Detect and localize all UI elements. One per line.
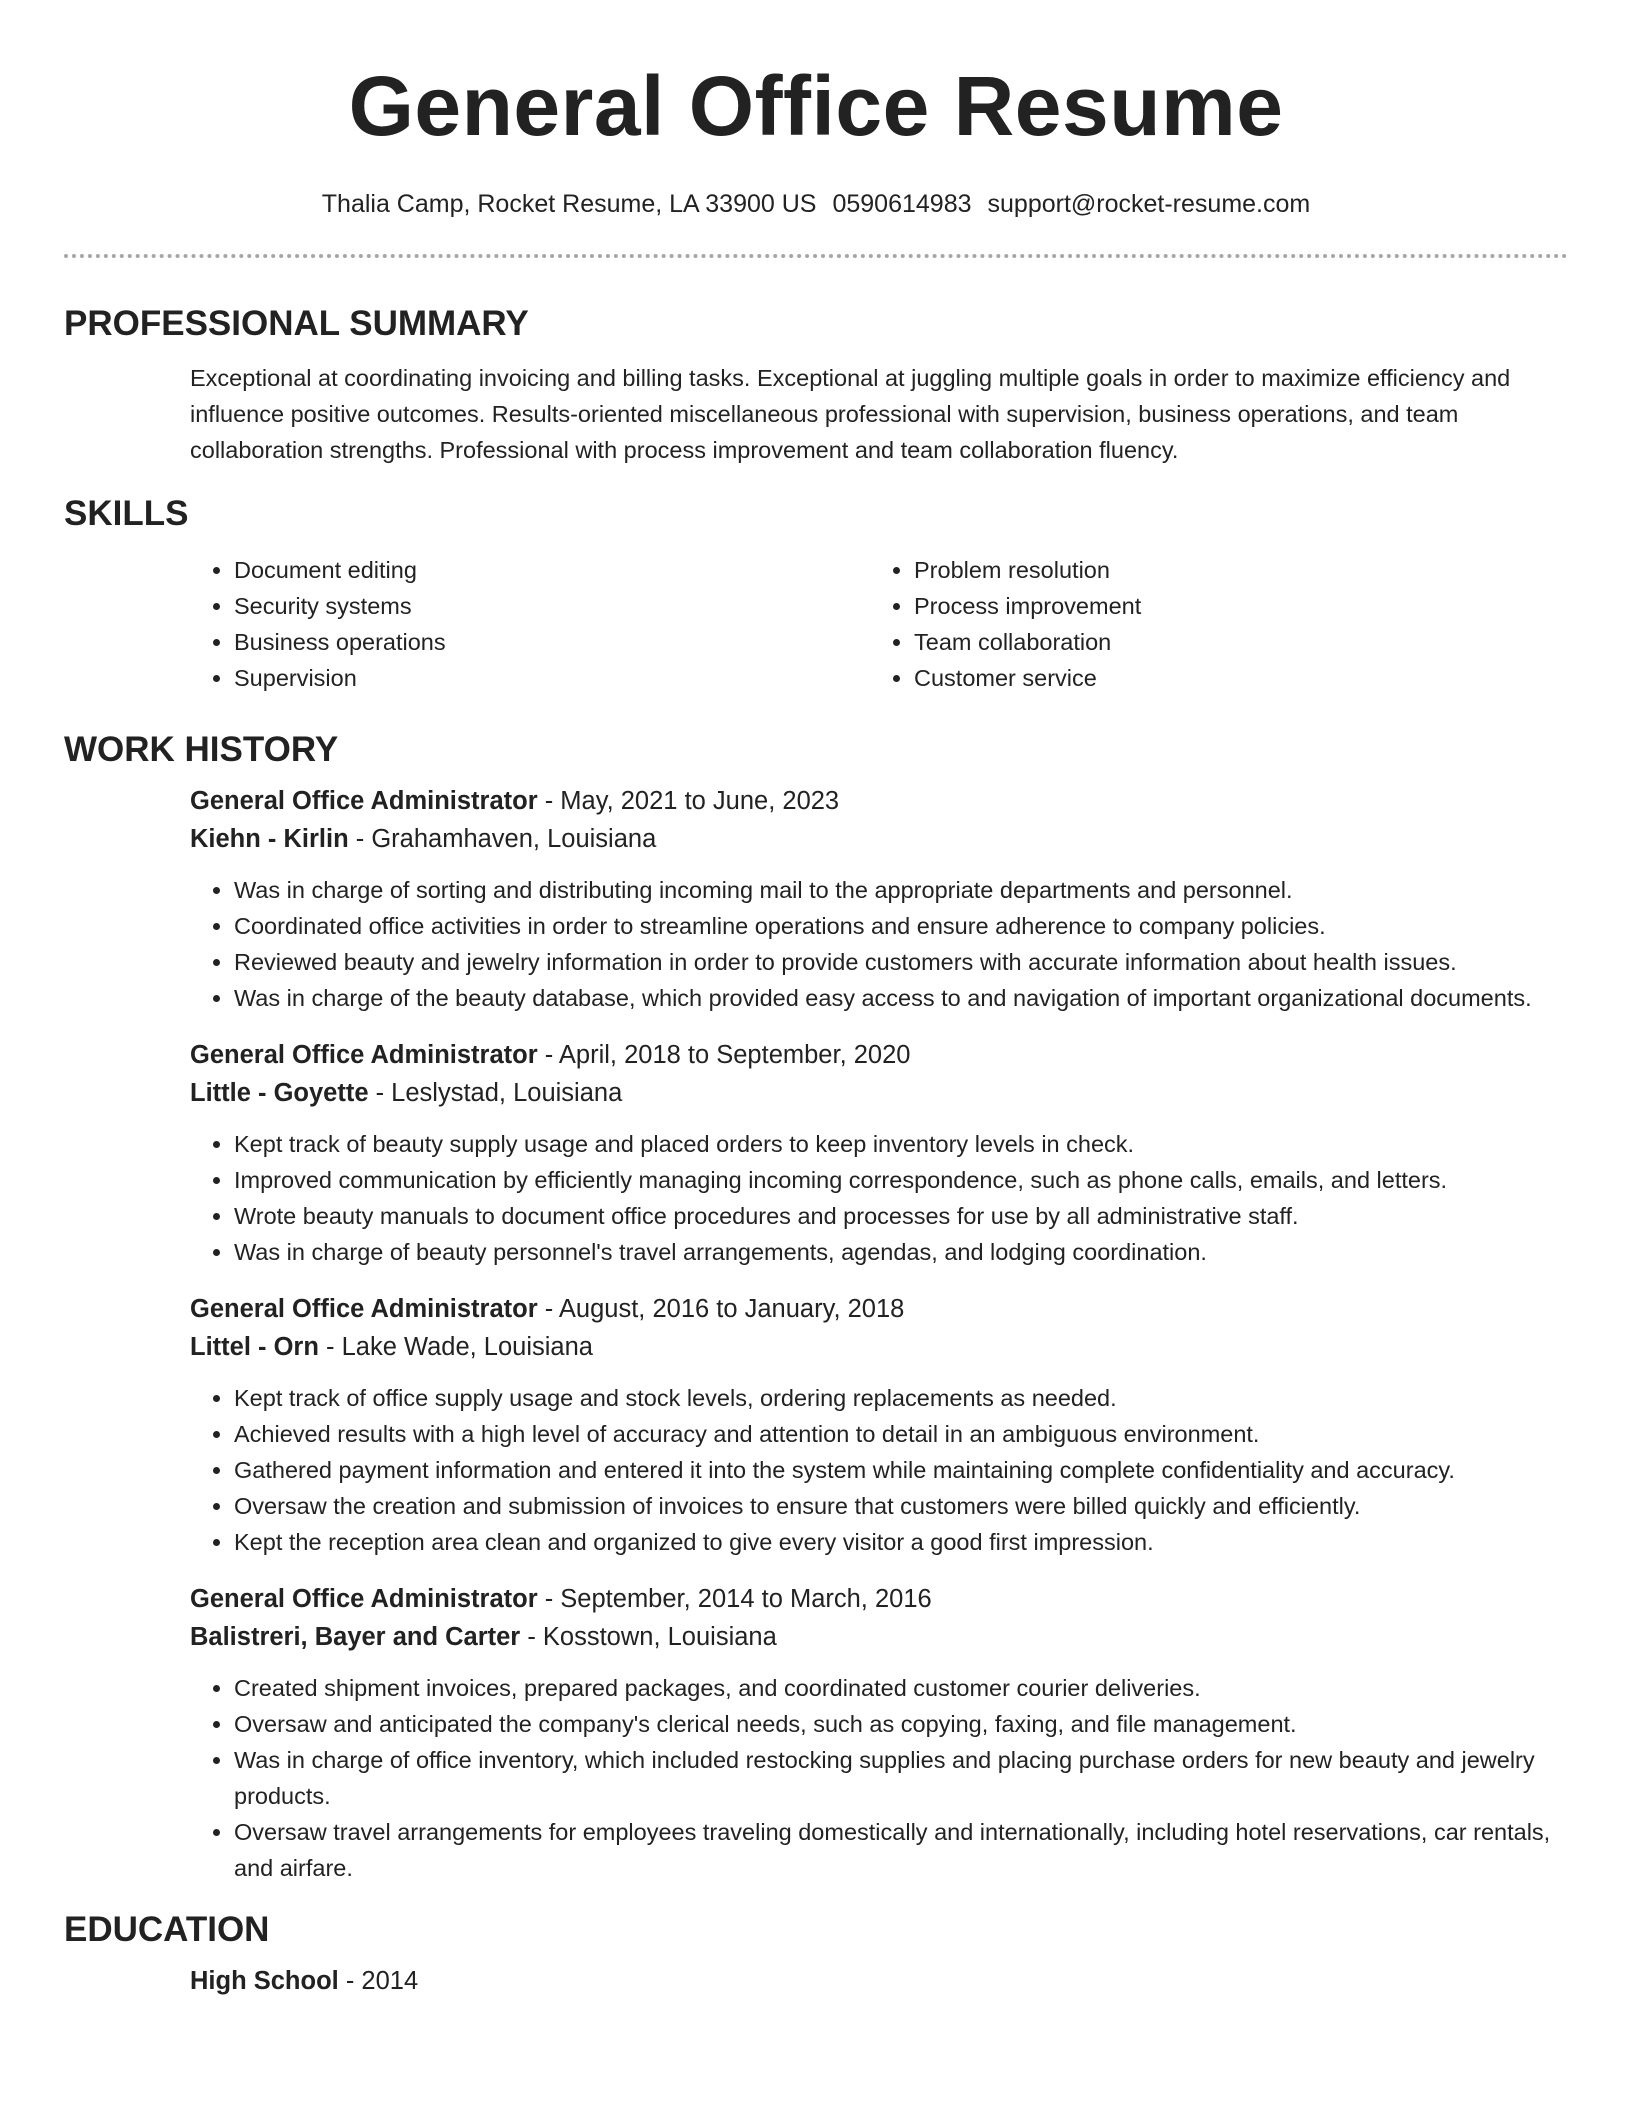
job-bullet: • Was in charge of sorting and distributing incoming mail to the appropriate departments and personnel. — [234, 872, 1568, 908]
job-bullet: • Wrote beauty manuals to document office procedures and processes for use by all administrative staff. — [234, 1198, 1568, 1234]
summary-heading: PROFESSIONAL SUMMARY — [64, 304, 529, 343]
job-title: General Office Administrator — [190, 787, 538, 815]
contact-email: support@rocket-resume.com — [987, 190, 1311, 218]
job-bullet: • Created shipment invoices, prepared packages, and coordinated customer courier deliveries. — [234, 1670, 1568, 1706]
contact-line — [64, 188, 1568, 220]
job-title-line — [190, 1036, 1568, 1074]
job-title-line — [190, 1290, 1568, 1328]
job-company-line — [190, 820, 1568, 858]
job-bullets — [190, 1670, 1568, 1886]
job-dates: - May, 2021 to June, 2023 — [537, 787, 840, 815]
skill-item: • Security systems — [234, 588, 870, 624]
job-bullet: • Achieved results with a high level of accuracy and attention to detail in an ambiguous environment. — [234, 1416, 1568, 1452]
job-bullet: • Reviewed beauty and jewelry information in order to provide customers with accurate information about health issues. — [234, 944, 1568, 980]
skills-heading: SKILLS — [64, 494, 189, 533]
job-bullet: • Was in charge of office inventory, which included restocking supplies and placing purchase orders for new beauty and jewelry products. — [234, 1742, 1568, 1814]
job-title: General Office Administrator — [190, 1585, 538, 1613]
job-entry — [190, 1036, 1568, 1270]
job-bullet: • Oversaw the creation and submission of invoices to ensure that customers were billed quickly and efficiently. — [234, 1488, 1568, 1524]
skill-item: • Document editing — [234, 552, 870, 588]
skill-item: • Problem resolution — [914, 552, 1550, 588]
job-bullet: • Kept track of beauty supply usage and placed orders to keep inventory levels in check. — [234, 1126, 1568, 1162]
skill-item: • Customer service — [914, 660, 1550, 696]
skills-column-left — [190, 552, 870, 696]
job-entry — [190, 782, 1568, 1016]
job-title: General Office Administrator — [190, 1041, 538, 1069]
job-bullets — [190, 1380, 1568, 1560]
job-bullet: • Kept track of office supply usage and stock levels, ordering replacements as needed. — [234, 1380, 1568, 1416]
job-company: Littel - Orn — [190, 1333, 319, 1361]
skills-column-right — [870, 552, 1550, 696]
job-company: Kiehn - Kirlin — [190, 825, 349, 853]
job-bullet: • Improved communication by efficiently managing incoming correspondence, such as phone calls, emails, and letters. — [234, 1162, 1568, 1198]
job-location: - Kosstown, Louisiana — [520, 1623, 777, 1651]
education-degree: High School — [190, 1967, 339, 1995]
job-bullets — [190, 872, 1568, 1016]
skill-item: • Business operations — [234, 624, 870, 660]
work-history-heading: WORK HISTORY — [64, 730, 339, 769]
contact-address: Thalia Camp, Rocket Resume, LA 33900 US — [321, 190, 817, 218]
job-bullet: • Coordinated office activities in order to streamline operations and ensure adherence to company policies. — [234, 908, 1568, 944]
job-dates: - August, 2016 to January, 2018 — [537, 1295, 905, 1323]
skill-item: • Supervision — [234, 660, 870, 696]
job-company: Balistreri, Bayer and Carter — [190, 1623, 521, 1651]
job-title: General Office Administrator — [190, 1295, 538, 1323]
job-company-line — [190, 1328, 1568, 1366]
job-company-line — [190, 1074, 1568, 1112]
header-divider — [64, 254, 1568, 258]
job-title-line — [190, 1580, 1568, 1618]
job-bullet: • Was in charge of the beauty database, which provided easy access to and navigation of important organizational documents. — [234, 980, 1568, 1016]
job-location: - Lake Wade, Louisiana — [318, 1333, 593, 1361]
job-entry — [190, 1580, 1568, 1886]
education-heading: EDUCATION — [64, 1910, 270, 1949]
skill-item: • Team collaboration — [914, 624, 1550, 660]
job-bullets — [190, 1126, 1568, 1270]
job-location: - Grahamhaven, Louisiana — [348, 825, 657, 853]
job-bullet: • Oversaw and anticipated the company's clerical needs, such as copying, faxing, and file management. — [234, 1706, 1568, 1742]
resume-title: General Office Resume — [348, 59, 1284, 153]
job-dates: - April, 2018 to September, 2020 — [537, 1041, 911, 1069]
job-bullet: • Kept the reception area clean and organized to give every visitor a good first impression. — [234, 1524, 1568, 1560]
job-dates: - September, 2014 to March, 2016 — [537, 1585, 932, 1613]
job-company: Little - Goyette — [190, 1079, 369, 1107]
job-bullet: • Oversaw travel arrangements for employees traveling domestically and internationally, including hotel reservations, car rentals, and airfare. — [234, 1814, 1568, 1886]
skills-list — [190, 552, 1568, 696]
job-bullet: • Gathered payment information and entered it into the system while maintaining complete confidentiality and accuracy. — [234, 1452, 1568, 1488]
job-entry — [190, 1290, 1568, 1560]
summary-text: Exceptional at coordinating invoicing and billing tasks. Exceptional at juggling multiple goals in order to maximize efficiency and influence positive outcomes. Results-oriented miscellaneous professional with supervision, business operations, and team collaboration strengths. Professional with process improvement and team collaboration fluency. — [190, 365, 1511, 463]
education-year: - 2014 — [338, 1967, 419, 1995]
contact-phone: 0590614983 — [832, 190, 972, 218]
education-entry — [190, 1962, 1568, 2000]
job-bullet: • Was in charge of beauty personnel's travel arrangements, agendas, and lodging coordination. — [234, 1234, 1568, 1270]
job-location: - Leslystad, Louisiana — [368, 1079, 623, 1107]
skill-item: • Process improvement — [914, 588, 1550, 624]
job-title-line — [190, 782, 1568, 820]
job-company-line — [190, 1618, 1568, 1656]
